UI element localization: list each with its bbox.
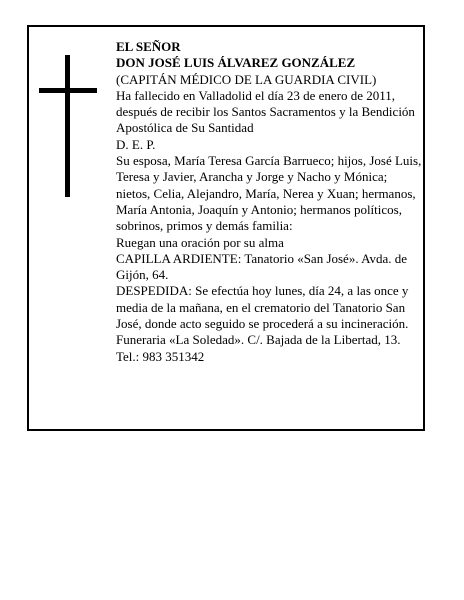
funeral-home-info: Funeraria «La Soledad». C/. Bajada de la Libertad, 13.: [116, 332, 401, 348]
death-announcement: Ha fallecido en Valladolid el día 23 de enero de 2011, después de recibir los Santos Sacramentos y la Bendición Apostólica de Su Santidad: [116, 87, 415, 136]
prayer-request: Ruegan una oración por su alma: [116, 234, 284, 250]
family-list: Su esposa, María Teresa García Barrueco; hijos, José Luis, Teresa y Javier, Arancha y Jorge y Nacho y Mónica; nietos, Celia, Alejandro, María, Nerea y Xuan; hermanos, María Antonia, Joaquín y Antonio; hermanos políticos, sobrinos, primos y demás familia:: [116, 153, 422, 234]
deceased-rank: (CAPITÁN MÉDICO DE LA GUARDIA CIVIL): [116, 71, 377, 87]
deceased-name: DON JOSÉ LUIS ÁLVAREZ GONZÁLEZ: [116, 55, 356, 71]
phone-number: Tel.: 983 351342: [116, 348, 205, 364]
cross-vertical-bar: [65, 55, 70, 197]
chapel-info: CAPILLA ARDIENTE: Tanatorio «San José». Avda. de Gijón, 64.: [116, 250, 408, 283]
obituary-text: [116, 39, 424, 365]
obituary-notice: [27, 25, 425, 431]
farewell-info: DESPEDIDA: Se efectúa hoy lunes, día 24, a las once y media de la mañana, en el crematorio del Tanatorio San José, donde acto seguido se procederá a su incineración.: [116, 283, 409, 332]
notice-title: EL SEÑOR: [116, 39, 181, 54]
cross-icon: [39, 55, 97, 197]
rip-line: D. E. P.: [116, 136, 156, 152]
cross-horizontal-bar: [39, 88, 97, 93]
